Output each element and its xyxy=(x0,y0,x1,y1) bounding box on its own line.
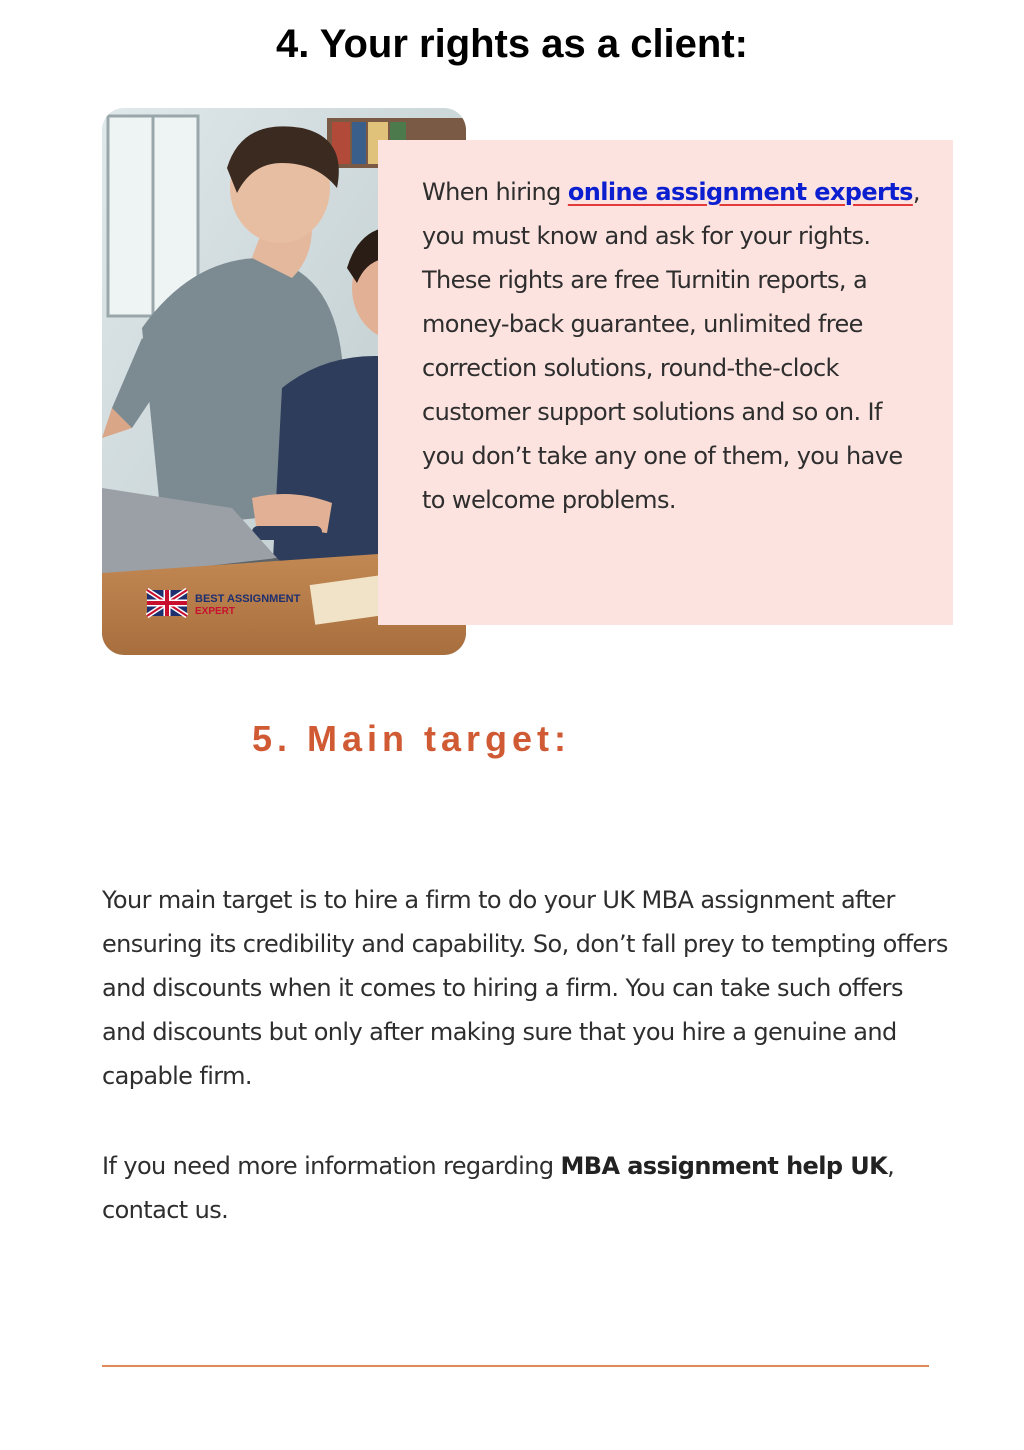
callout-text-before-link: When hiring xyxy=(422,178,568,206)
logo-text-line2: EXPERT xyxy=(195,606,236,617)
main-target-paragraph: Your main target is to hire a firm to do your UK MBA assignment after ensuring its credibility and capability. So, don’t fall prey to tempting offers and discounts when it comes to hiring a firm. You can take such offers and discounts but only after making sure that you hire a genuine and capable firm. xyxy=(102,886,948,1090)
rights-callout-box xyxy=(378,140,953,625)
online-assignment-experts-link[interactable]: online assignment experts xyxy=(567,178,913,206)
callout-text-after-link: , you must know and ask for your rights. These rights are free Turnitin reports, a money-back guarantee, unlimited free correction solutions, round-the-clock customer support solutions and so on. If you don’t take any one of them, you have to welcome problems. xyxy=(422,178,920,514)
logo-text-line1: BEST ASSIGNMENT xyxy=(195,593,301,605)
contact-text-before: If you need more information regarding xyxy=(102,1152,561,1180)
contact-text-after: , contact us. xyxy=(102,1152,895,1224)
section-5-heading: 5. Main target: xyxy=(252,718,572,759)
section-4-heading: 4. Your rights as a client: xyxy=(276,22,748,66)
rights-callout-text xyxy=(422,170,922,522)
contact-paragraph xyxy=(102,1144,952,1232)
mba-assignment-help-uk-text: MBA assignment help UK xyxy=(560,1152,888,1180)
footer-divider xyxy=(102,1365,929,1367)
